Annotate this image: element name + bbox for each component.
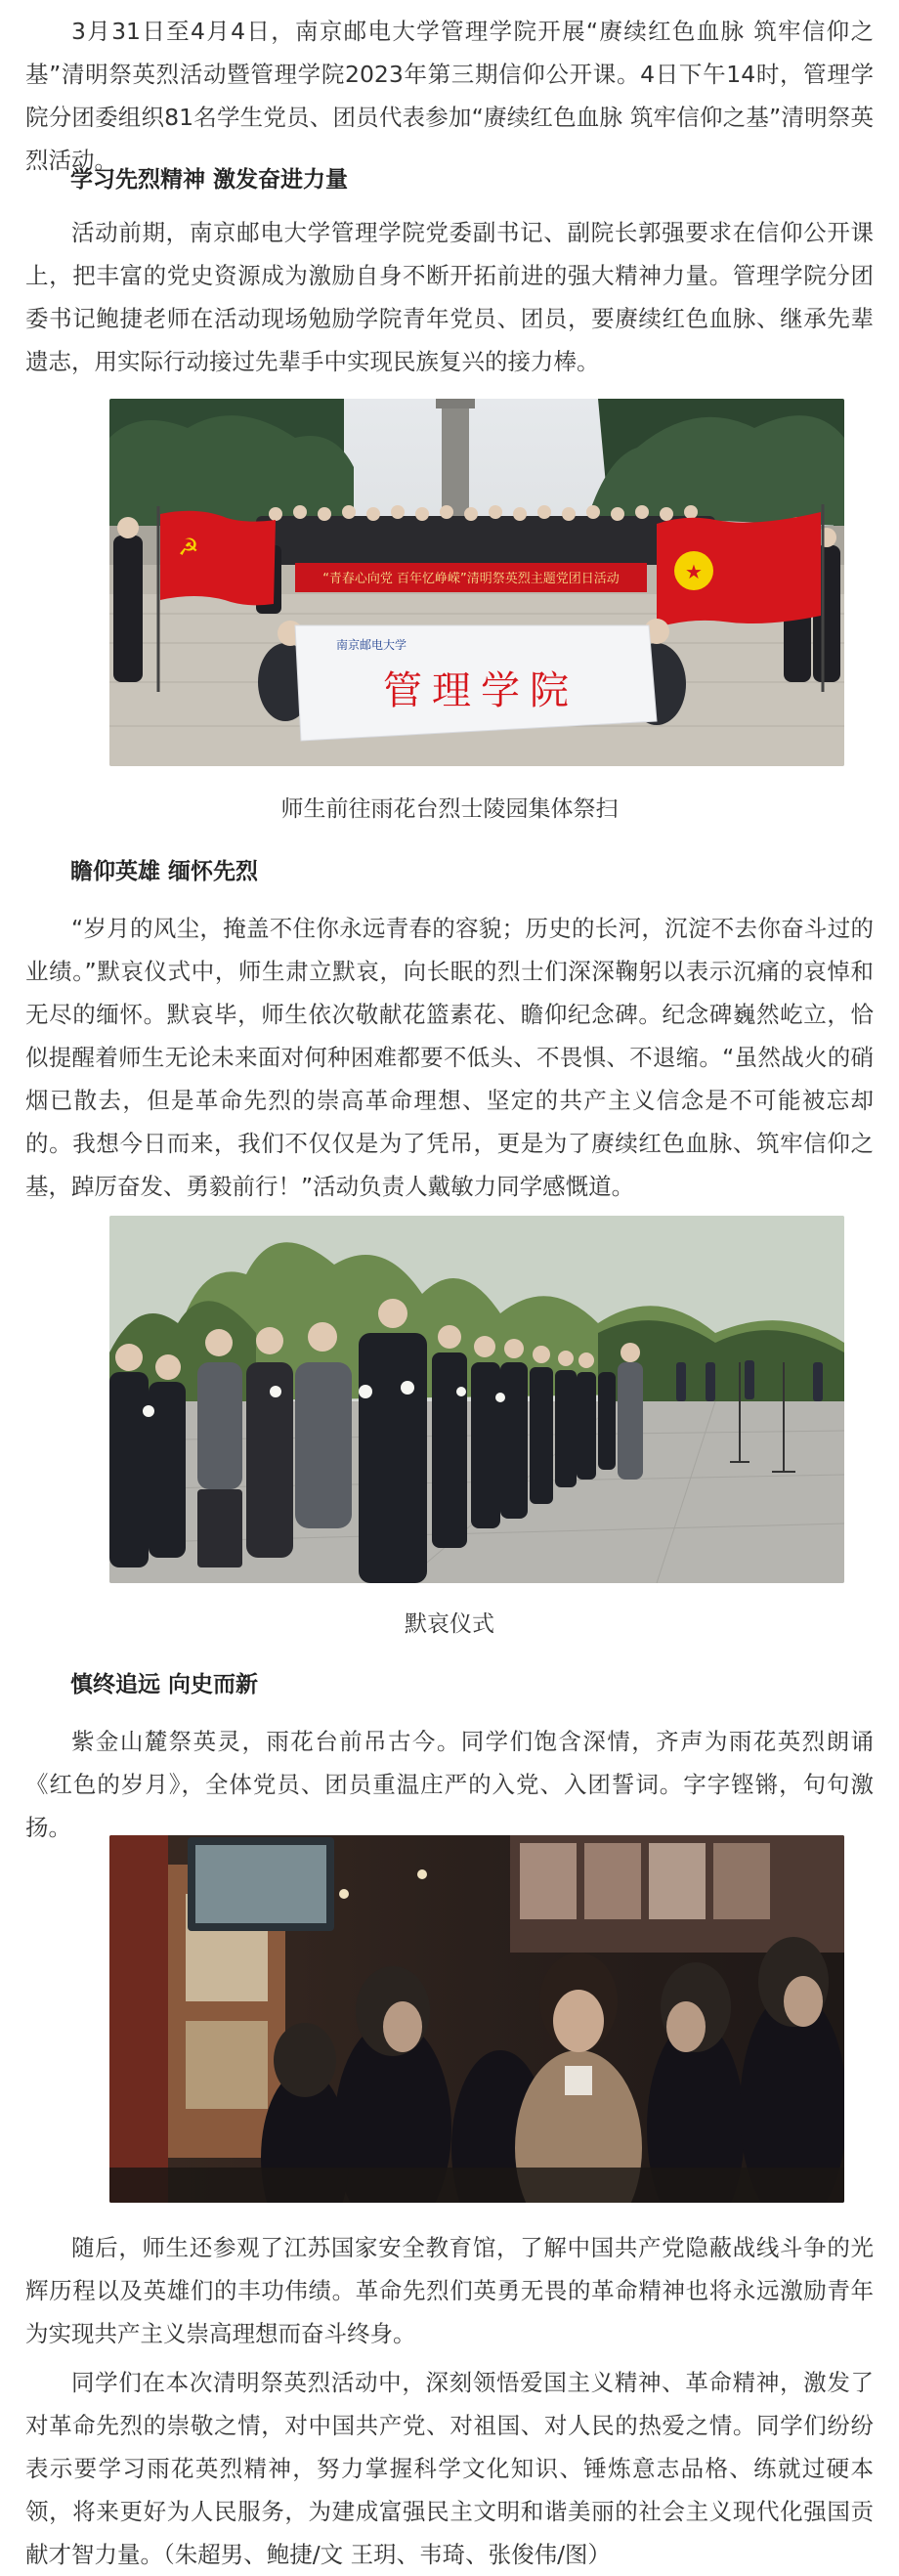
photo2-caption: 默哀仪式	[405, 1611, 494, 1637]
section1-heading: 学习先烈精神 激发奋进力量	[70, 167, 349, 193]
photo-group-memorial-image	[109, 399, 844, 766]
section3-paragraph2: 随后，师生还参观了江苏国家安全教育馆，了解中国共产党隐蔽战线斗争的光辉历程以及英雄们的丰功伟绩。革命先烈们英勇无畏的革命精神也将永远激励青年为实现共产主义崇高理想而奋斗终身。	[25, 2234, 874, 2347]
intro-paragraph: 3月31日至4月4日，南京邮电大学管理学院开展“赓续红色血脉 筑牢信仰之基”清明祭英烈活动暨管理学院2023年第三期信仰公开课。4日下午14时，管理学院分团委组织81名学生党员、团员代表参加“赓续红色血脉 筑牢信仰之基”清明祭英烈活动。	[25, 18, 874, 174]
svg-text:☭: ☭	[178, 534, 199, 561]
section2-paragraph: “岁月的风尘，掩盖不住你永远青春的容貌；历史的长河，沉淀不去你奋斗过的业绩。”默哀仪式中，师生肃立默哀，向长眠的烈士们深深鞠躬以表示沉痛的哀悼和无尽的缅怀。默哀毕，师生依次敬献花篮素花、瞻仰纪念碑。纪念碑巍然屹立，恰似提醒着师生无论未来面对何种困难都要不低头、不畏惧、不退缩。“虽然战火的硝烟已散去，但是革命先烈的崇高革命理想、坚定的共产主义信念是不可能被忘却的。我想今日而来，我们不仅仅是为了凭吊，更是为了赓续红色血脉、筑牢信仰之基，踔厉奋发、勇毅前行！”活动负责人戴敏力同学感慨道。	[25, 915, 874, 1200]
svg-text:★: ★	[685, 560, 703, 583]
sign-school-text: 南京邮电大学	[336, 638, 407, 652]
photo-exhibition-hall-image	[109, 1835, 844, 2203]
photo-silent-tribute	[109, 1216, 844, 1583]
photo-silent-tribute-image	[109, 1216, 844, 1583]
section3-paragraph3: 同学们在本次清明祭英烈活动中，深刻领悟爱国主义精神、革命精神，激发了对革命先烈的崇敬之情，对中国共产党、对祖国、对人民的热爱之情。同学们纷纷表示要学习雨花英烈精神，努力掌握科学文化知识、锤炼意志品格、练就过硬本领，将来更好为人民服务，为建成富强民主文明和谐美丽的社会主义现代化强国贡献才智力量。（朱超男、鲍捷/文 王玥、韦琦、张俊伟/图）	[25, 2369, 874, 2568]
banner-text: “青春心向党 百年忆峥嵘”清明祭英烈主题党团日活动	[322, 572, 620, 586]
section3-paragraph1: 紫金山麓祭英灵，雨花台前吊古今。同学们饱含深情，齐声为雨花英烈朗诵《红色的岁月》，全体党员、团员重温庄严的入党、入团誓词。字字铿锵，句句激扬。	[25, 1728, 874, 1841]
section1-paragraph: 活动前期，南京邮电大学管理学院党委副书记、副院长郭强要求在信仰公开课上，把丰富的党史资源成为激励自身不断开拓前进的强大精神力量。管理学院分团委书记鲍捷老师在活动现场勉励学院青年党员、团员，要赓续红色血脉、继承先辈遗志，用实际行动接过先辈手中实现民族复兴的接力棒。	[25, 219, 874, 375]
section3-heading: 慎终追远 向史而新	[70, 1672, 259, 1697]
photo-exhibition-hall	[109, 1835, 844, 2203]
section2-heading: 瞻仰英雄 缅怀先烈	[70, 859, 259, 884]
photo-group-memorial	[109, 399, 844, 766]
sign-college-text: 管理学院	[383, 668, 578, 713]
photo1-caption: 师生前往雨花台烈士陵园集体祭扫	[280, 796, 619, 822]
